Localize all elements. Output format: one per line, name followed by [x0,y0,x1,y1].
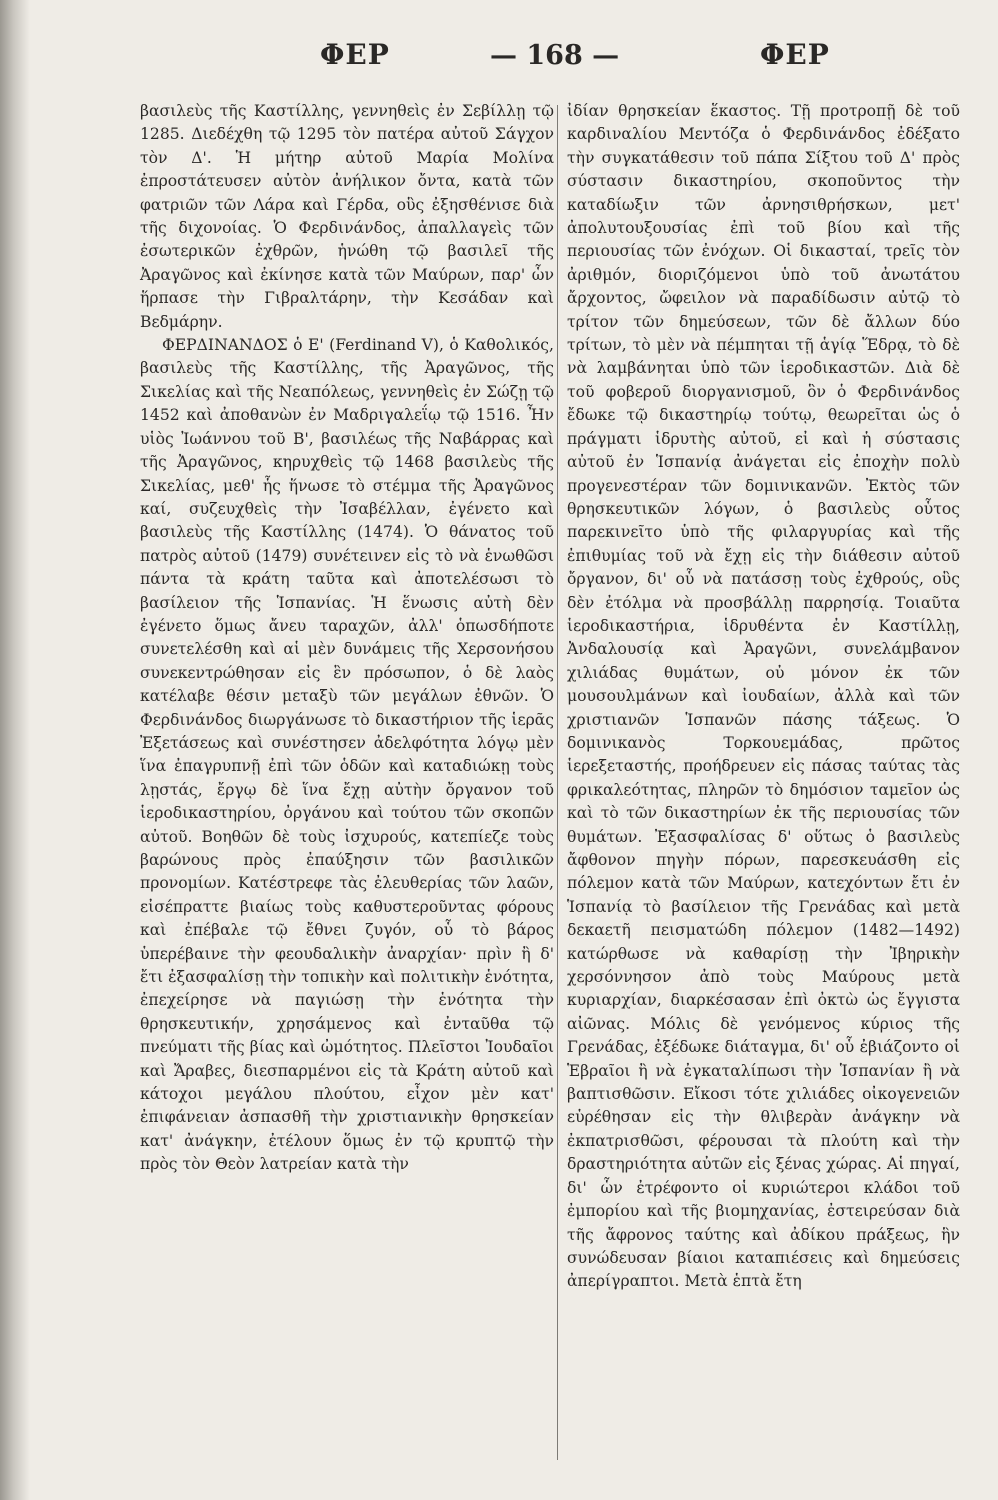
column-divider [557,105,558,1460]
page-number: — 168 — [490,40,620,71]
running-head-right: ΦΕΡ [760,38,830,71]
right-column [567,100,960,1294]
page-header [140,38,940,98]
running-head-left: ΦΕΡ [320,38,390,71]
paragraph: ἰδίαν θρησκείαν ἕκαστος. Τῇ προτροπῇ δὲ τοῦ καρδιναλίου Μεντόζα ὁ Φερδινάνδος ἐδέξατο τὴν συγκατάθεσιν τοῦ πάπα Σίξτου τοῦ Δ' πρὸς σύστασιν δικαστηρίου, σκοποῦντος τὴν καταδίωξιν τῶν ἀρνησιθρήσκων, μετ' ἀπολυτουξουσίας ἐπὶ τοῦ βίου καὶ τῆς περιουσίας τῶν ἐνόχων. Οἱ δικασταί, τρεῖς τὸν ἀριθμόν, διοριζόμενοι ὑπὸ τοῦ ἀνωτάτου ἄρχοντος, ὤφειλον νὰ παραδίδωσιν αὐτῷ τὸ τρίτον τῶν δημεύσεων, τῶν δὲ ἄλλων δύο τρίτων, τὸ μὲν νὰ πέμπηται τῇ ἁγίᾳ Ἕδρᾳ, τὸ δὲ νὰ λαμβάνηται ὑπὸ τῶν ἱεροδικαστῶν. Διὰ δὲ τοῦ φοβεροῦ διοργανισμοῦ, ὃν ὁ Φερδινάνδος ἔδωκε τῷ δικαστηρίῳ τούτῳ, θεωρεῖται ὡς ὁ πράγματι ἱδρυτὴς αὐτοῦ, εἰ καὶ ἡ σύστασις αὐτοῦ ἐν Ἱσπανίᾳ ἀνάγεται εἰς ἐποχὴν πολὺ προγενεστέραν τῶν δομινικανῶν. Ἐκτὸς τῶν θρησκευτικῶν λόγων, ὁ βασιλεὺς οὗτος παρεκινεῖτο ὑπὸ τῆς φιλαργυρίας καὶ τῆς ἐπιθυμίας τοῦ νὰ ἔχῃ εἰς τὴν διάθεσιν αὐτοῦ ὄργανον, δι' οὗ νὰ πατάσσῃ τοὺς ἐχθρούς, οὓς δὲν ἐτόλμα νὰ προσβάλλῃ παρρησίᾳ. Τοιαῦτα ἱεροδικαστήρια, ἱδρυθέντα ἐν Καστίλλῃ, Ἀνδαλουσίᾳ καὶ Ἀραγῶνι, συνελάμβανον χιλιάδας θυμάτων, οὐ μόνον ἐκ τῶν μουσουλμάνων καὶ ἰουδαίων, ἀλλὰ καὶ τῶν χριστιανῶν Ἱσπανῶν πάσης τάξεως. Ὁ δομινικανὸς Τορκουεμάδας, πρῶτος ἱερεξεταστής, προήδρευεν εἰς πάσας ταύτας τὰς φρικαλεότητας, πληρῶν τὸ δημόσιον ταμεῖον ὡς καὶ τὸ τῶν δικαστηρίων ἐκ τῆς περιουσίας τῶν θυμάτων. Ἐξασφαλίσας δ' οὕτως ὁ βασιλεὺς ἄφθονον πηγὴν πόρων, παρεσκευάσθη εἰς πόλεμον κατὰ τῶν Μαύρων, κατεχόντων ἔτι ἐν Ἱσπανίᾳ τὸ βασίλειον τῆς Γρενάδας καὶ μετὰ δεκαετῆ πεισματώδη πόλεμον (1482—1492) κατώρθωσε νὰ καθαρίσῃ τὴν Ἰβηρικὴν χερσόννησον ἀπὸ τοὺς Μαύρους μετὰ κυριαρχίαν, διαρκέσασαν ἐπὶ ὀκτὼ ὡς ἔγγιστα αἰῶνας. Μόλις δὲ γενόμενος κύριος τῆς Γρενάδας, ἐξέδωκε διάταγμα, δι' οὗ ἐβιάζοντο οἱ Ἑβραῖοι ἢ νὰ ἐγκαταλίπωσι τὴν Ἱσπανίαν ἢ νὰ βαπτισθῶσιν. Εἴκοσι τότε χιλιάδες οἰκογενειῶν εὑρέθησαν εἰς τὴν θλιβερὰν ἀνάγκην νὰ ἐκπατρισθῶσι, φέρουσαι τὰ πλούτη καὶ τὴν δραστηριότητα αὐτῶν εἰς ξένας χώρας. Αἱ πηγαί, δι' ὧν ἐτρέφοντο οἱ κυριώτεροι κλάδοι τοῦ ἐμπορίου καὶ τῆς βιομηχανίας, ἐστειρεύσαν διὰ τῆς ἄφρονος ταύτης καὶ ἀδίκου πράξεως, ἣν συνώδευσαν βίαιοι καταπιέσεις καὶ δημεύσεις ἀπερίγραπτοι. Μετὰ ἑπτὰ ἔτη [567,102,960,1291]
paragraph: βασιλεὺς τῆς Καστίλλης, γεννηθεὶς ἐν Σεβίλλῃ τῷ 1285. Διεδέχθη τῷ 1295 τὸν πατέρα αὐτοῦ Σάγχον τὸν Δ'. Ἡ μήτηρ αὐτοῦ Μαρία Μολίνα ἐπροστάτευσεν αὐτὸν ἀνήλικον ὄντα, κατὰ τῶν φατριῶν τῶν Λάρα καὶ Γέρδα, οὓς ἐξησθένισε διὰ τῆς διχονοίας. Ὁ Φερδινάνδος, ἀπαλλαγεὶς τῶν ἐσωτερικῶν ἐχθρῶν, ἡνώθη τῷ βασιλεῖ τῆς Ἀραγῶνος καὶ ἐκίνησε κατὰ τῶν Μαύρων, παρ' ὧν ἥρπασε τὴν Γιβραλτάρην, τὴν Κεσάδαν καὶ Βεδμάρην. [140,102,554,331]
left-column [140,100,554,1177]
paragraph-ferdinand-v: ΦΕΡΔΙΝΑΝΔΟΣ ὁ Ε' (Ferdinand V), ὁ Καθολικός, βασιλεὺς τῆς Καστίλλης, τῆς Ἀραγῶνος, τῆς Σικελίας καὶ τῆς Νεαπόλεως, γεννηθεὶς ἐν Σώζῃ τῷ 1452 καὶ ἀποθανὼν ἐν Μαδριγαλεΐῳ τῷ 1516. Ἦν υἱὸς Ἰωάννου τοῦ Β', βασιλέως τῆς Ναβάρρας καὶ τῆς Ἀραγῶνος, κηρυχθεὶς τῷ 1468 βασιλεὺς τῆς Σικελίας, μεθ' ἧς ἥνωσε τὸ στέμμα τῆς Ἀραγῶνος καί, συζευχθεὶς τὴν Ἰσαβέλλαν, ἐγένετο καὶ βασιλεὺς τῆς Καστίλλης (1474). Ὁ θάνατος τοῦ πατρὸς αὐτοῦ (1479) συνέτεινεν εἰς τὸ νὰ ἑνωθῶσι πάντα τὰ κράτη ταῦτα καὶ ἀποτελέσωσι τὸ βασίλειον τῆς Ἱσπανίας. Ἡ ἕνωσις αὐτὴ δὲν ἐγένετο ὅμως ἄνευ ταραχῶν, ἀλλ' ὁπωσδήποτε συνετελέσθη καὶ αἱ μὲν δυνάμεις τῆς Χερσονήσου συνεκεντρώθησαν εἰς ἓν πρόσωπον, ὁ δὲ λαὸς κατέλαβε θέσιν μεταξὺ τῶν μεγάλων ἐθνῶν. Ὁ Φερδινάνδος διωργάνωσε τὸ δικαστήριον τῆς ἱερᾶς Ἐξετάσεως καὶ συνέστησεν ἀδελφότητα λόγῳ μὲν ἵνα ἐπαγρυπνῇ ἐπὶ τῶν ὁδῶν καὶ καταδιώκῃ τοὺς λῃστάς, ἔργῳ δὲ ἵνα ἔχῃ αὐτὴν ὄργανον τοῦ ἱεροδικαστηρίου, ὀργάνου καὶ τούτου τῶν σκοπῶν αὐτοῦ. Βοηθῶν δὲ τοὺς ἰσχυρούς, κατεπίεζε τοὺς βαρώνους πρὸς ἐπαύξησιν τῶν βασιλικῶν προνομίων. Κατέστρεφε τὰς ἐλευθερίας τῶν λαῶν, εἰσέπραττε βιαίως τοὺς καθυστεροῦντας φόρους καὶ ἐπέβαλε τῷ ἔθνει ζυγόν, οὗ τὸ βάρος ὑπερέβαινε τὴν φεουδαλικὴν ἀναρχίαν· πρὶν ἢ δ' ἔτι ἐξασφαλίσῃ τὴν τοπικὴν καὶ πολιτικὴν ἑνότητα, ἐπεχείρησε νὰ παγιώσῃ τὴν ἑνότητα τὴν θρησκευτικήν, χρησάμενος καὶ ἐνταῦθα τῷ πνεύματι τῆς βίας καὶ ὠμότητος. Πλεῖστοι Ἰουδαῖοι καὶ Ἄραβες, διεσπαρμένοι εἰς τὰ Κράτη αὐτοῦ καὶ κάτοχοι μεγάλου πλούτου, εἶχον μὲν κατ' ἐπιφάνειαν ἀσπασθῆ τὴν χριστιανικὴν θρησκείαν κατ' ἀνάγκην, ἐτέλουν ὅμως ἐν τῷ κρυπτῷ τὴν πρὸς τὸν Θεὸν λατρείαν κατὰ τὴν [140,336,554,1174]
page-gutter-shadow [0,0,30,1500]
